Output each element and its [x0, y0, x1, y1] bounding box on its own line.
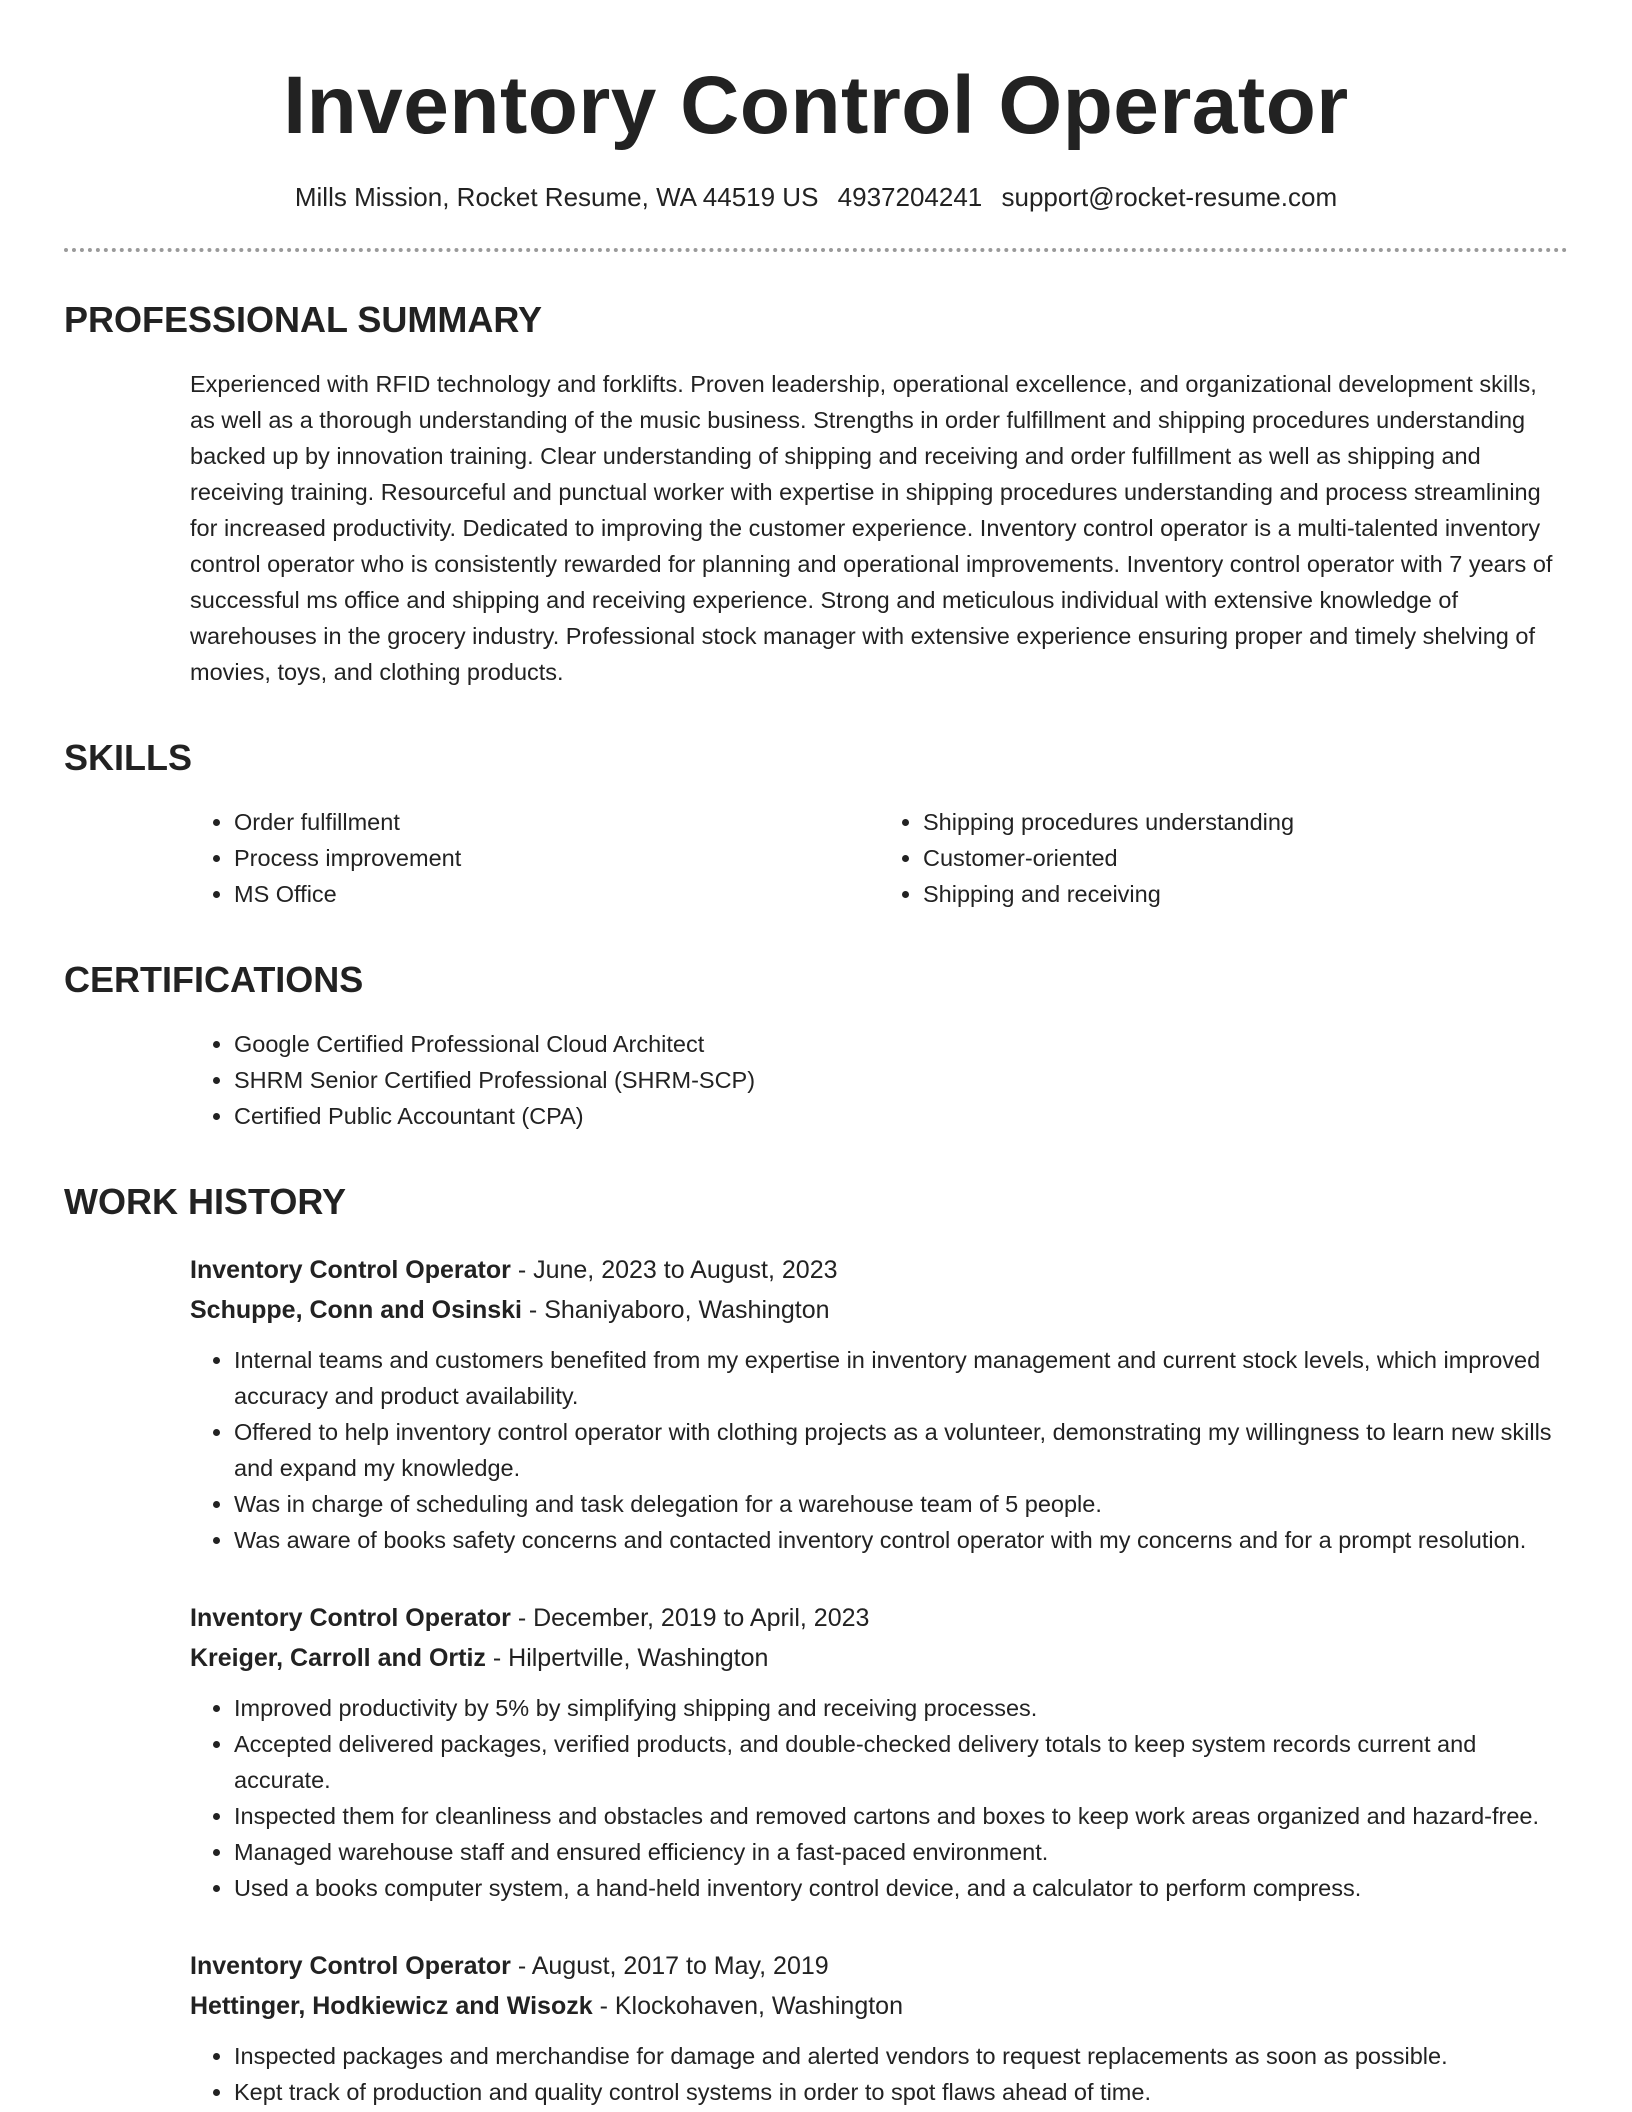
- job-bullet: • Was in charge of scheduling and task delegation for a warehouse team of 5 people.: [234, 1486, 1568, 1522]
- job-bullet: • Kept track of production and quality control systems in order to spot flaws ahead of time.: [234, 2074, 1568, 2110]
- contact-phone: 4937204241: [837, 182, 983, 212]
- job-location: - Hilpertville, Washington: [485, 1644, 769, 1672]
- job-dates: - December, 2019 to April, 2023: [510, 1604, 870, 1632]
- job-role: Inventory Control Operator: [190, 1256, 511, 1284]
- job-bullets: [190, 1342, 1568, 1558]
- skill-item: • Process improvement: [234, 840, 879, 876]
- job-entry: [190, 1250, 1568, 1558]
- job-entry: [190, 1598, 1568, 1906]
- job-company: Schuppe, Conn and Osinski: [190, 1296, 522, 1324]
- job-title-line: [190, 1250, 1568, 1290]
- job-company-line: [190, 1290, 1568, 1330]
- job-bullet: • Internal teams and customers benefited from my expertise in inventory management and current stock levels, which improved accuracy and product availability.: [234, 1342, 1568, 1414]
- skill-item: • MS Office: [234, 876, 879, 912]
- skills-list: [190, 804, 1568, 912]
- header-divider: [64, 248, 1568, 252]
- job-company: Kreiger, Carroll and Ortiz: [190, 1644, 486, 1672]
- skills-heading: SKILLS: [64, 737, 193, 778]
- job-bullet: • Inspected them for cleanliness and obstacles and removed cartons and boxes to keep work areas organized and hazard-free.: [234, 1798, 1568, 1834]
- job-bullets: [190, 1690, 1568, 1906]
- certifications-list: [190, 1026, 1568, 1134]
- job-role: Inventory Control Operator: [190, 1604, 511, 1632]
- job-bullet: • Inspected packages and merchandise for damage and alerted vendors to request replacements as soon as possible.: [234, 2038, 1568, 2074]
- job-title-line: [190, 1598, 1568, 1638]
- certification-item: • SHRM Senior Certified Professional (SHRM-SCP): [234, 1062, 1568, 1098]
- job-company-line: [190, 1638, 1568, 1678]
- job-bullets: [190, 2038, 1568, 2110]
- job-role: Inventory Control Operator: [190, 1952, 511, 1980]
- skill-item: • Customer-oriented: [923, 840, 1568, 876]
- skill-item: • Order fulfillment: [234, 804, 879, 840]
- certification-item: • Google Certified Professional Cloud Architect: [234, 1026, 1568, 1062]
- skills-column-left: [190, 804, 879, 912]
- job-company-line: [190, 1986, 1568, 2026]
- contact-address: Mills Mission, Rocket Resume, WA 44519 US: [294, 182, 819, 212]
- skill-item: • Shipping and receiving: [923, 876, 1568, 912]
- job-bullet: • Improved productivity by 5% by simplifying shipping and receiving processes.: [234, 1690, 1568, 1726]
- resume-page: [64, 0, 1568, 2110]
- job-title-line: [190, 1946, 1568, 1986]
- job-location: - Klockohaven, Washington: [592, 1992, 903, 2020]
- certification-item: • Certified Public Accountant (CPA): [234, 1098, 1568, 1134]
- job-bullet: • Was aware of books safety concerns and contacted inventory control operator with my concerns and for a prompt resolution.: [234, 1522, 1568, 1558]
- skills-column-right: [879, 804, 1568, 912]
- skill-item: • Shipping procedures understanding: [923, 804, 1568, 840]
- contact-info: [64, 180, 1568, 214]
- job-bullet: • Used a books computer system, a hand-held inventory control device, and a calculator to perform compress.: [234, 1870, 1568, 1906]
- job-bullet: • Managed warehouse staff and ensured efficiency in a fast-paced environment.: [234, 1834, 1568, 1870]
- certifications-heading: CERTIFICATIONS: [64, 959, 364, 1000]
- job-bullet: • Accepted delivered packages, verified products, and double-checked delivery totals to keep system records current and accurate.: [234, 1726, 1568, 1798]
- job-dates: - August, 2017 to May, 2019: [510, 1952, 829, 1980]
- contact-email: support@rocket-resume.com: [1001, 182, 1338, 212]
- job-entry: [190, 1946, 1568, 2110]
- job-dates: - June, 2023 to August, 2023: [510, 1256, 838, 1284]
- job-location: - Shaniyaboro, Washington: [521, 1296, 830, 1324]
- summary-text: Experienced with RFID technology and forklifts. Proven leadership, operational excellence, and organizational development skills, as well as a thorough understanding of the music business. Strengths in order fulfillment and shipping procedures understanding backed up by innovation training. Clear understanding of shipping and receiving and order fulfillment as well as shipping and receiving training. Resourceful and punctual worker with expertise in shipping procedures understanding and process streamlining for increased productivity. Dedicated to improving the customer experience. Inventory control operator is a multi-talented inventory control operator who is consistently rewarded for planning and operational improvements. Inventory control operator with 7 years of successful ms office and shipping and receiving experience. Strong and meticulous individual with extensive knowledge of warehouses in the grocery industry. Professional stock manager with extensive experience ensuring proper and timely shelving of movies, toys, and clothing products.: [190, 371, 1553, 685]
- job-company: Hettinger, Hodkiewicz and Wisozk: [190, 1992, 593, 2020]
- work-history-heading: WORK HISTORY: [64, 1181, 347, 1222]
- summary-heading: PROFESSIONAL SUMMARY: [64, 299, 543, 340]
- resume-name: Inventory Control Operator: [283, 60, 1349, 151]
- job-bullet: • Offered to help inventory control operator with clothing projects as a volunteer, demonstrating my willingness to learn new skills and expand my knowledge.: [234, 1414, 1568, 1486]
- certifications-bullets: [190, 1026, 1568, 1134]
